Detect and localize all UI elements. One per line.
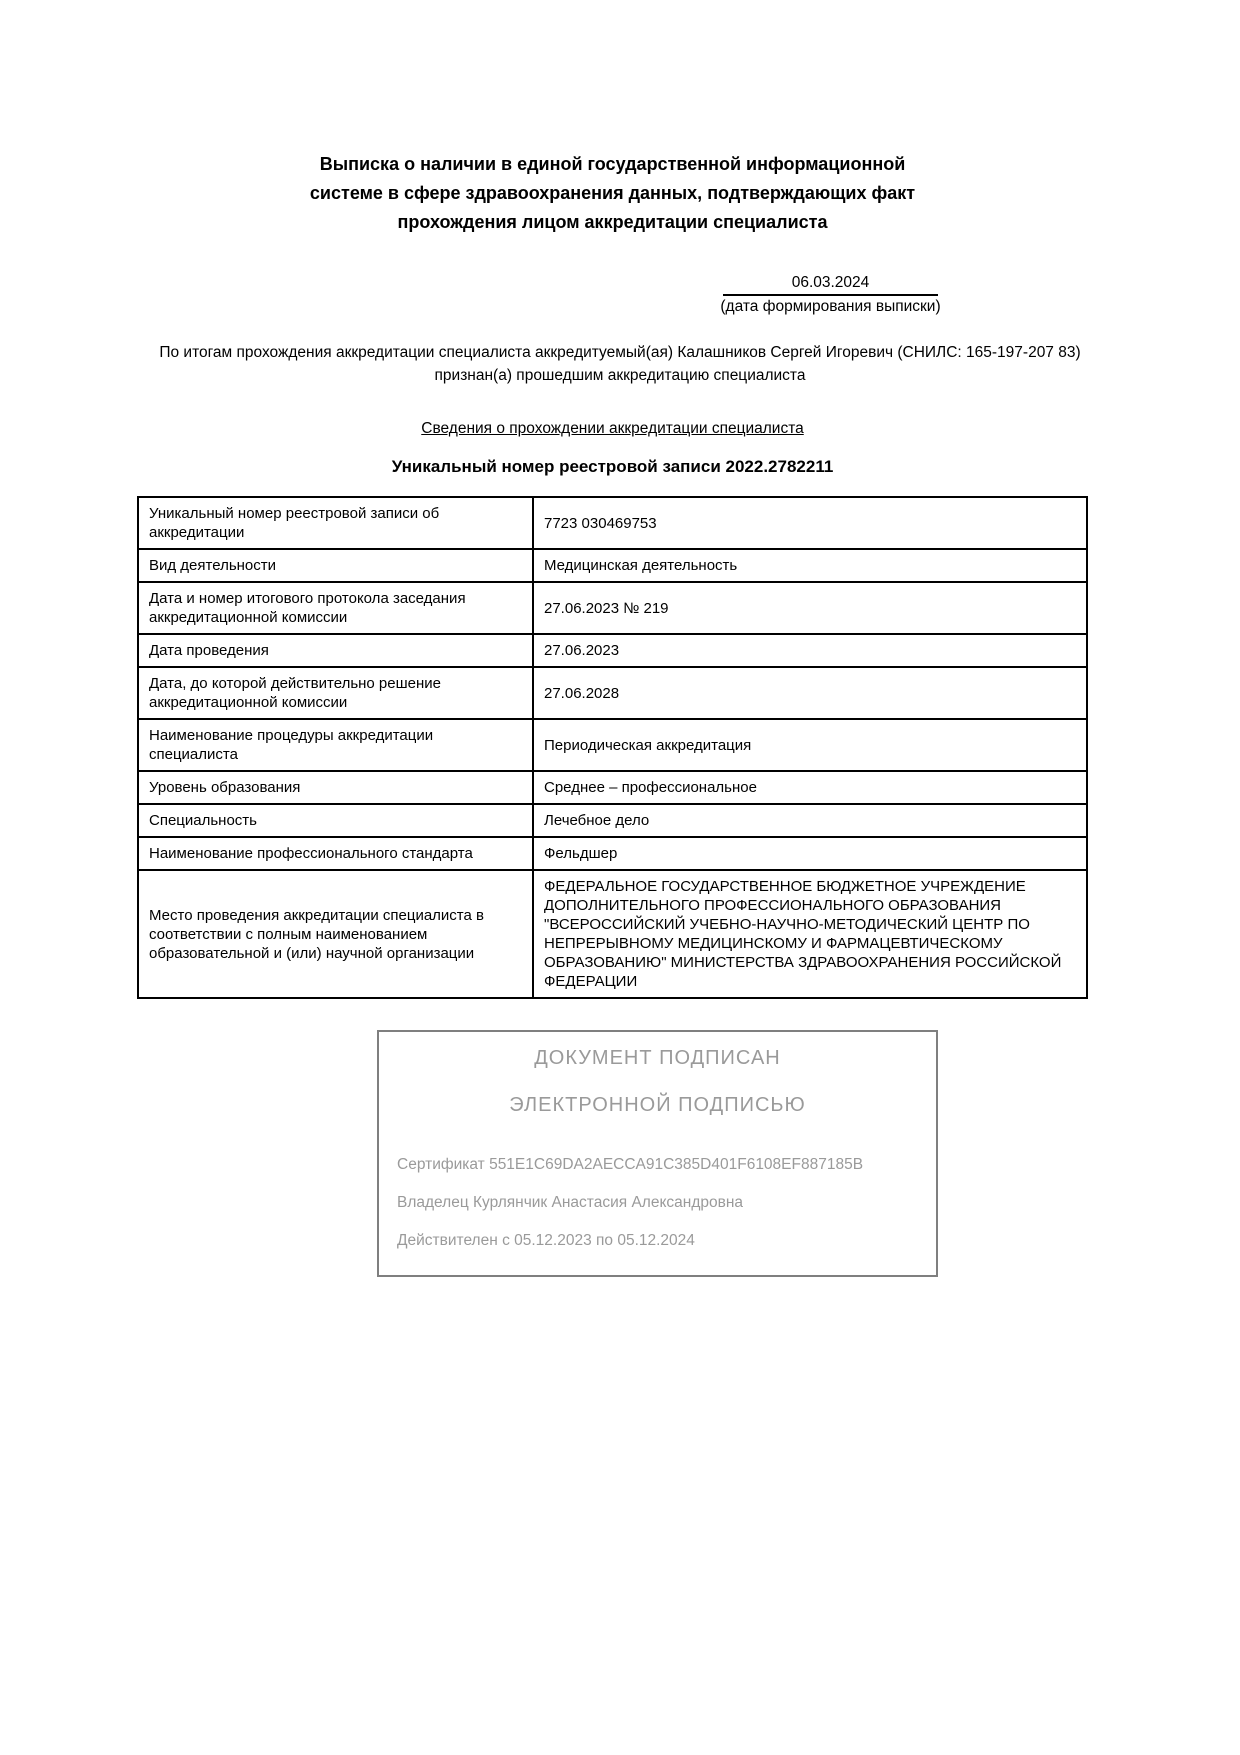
- table-label-cell: Наименование профессионального стандарта: [138, 837, 533, 870]
- document-title-line-2: системе в сфере здравоохранения данных, подтверждающих факт: [309, 183, 916, 203]
- table-value-cell: 7723 030469753: [533, 497, 1087, 549]
- signature-owner: Владелец Курлянчик Анастасия Александровна: [397, 1194, 744, 1211]
- document-title: [137, 150, 1088, 237]
- signature-header-line-1: ДОКУМЕНТ ПОДПИСАН: [534, 1047, 781, 1069]
- table-value-cell: Периодическая аккредитация: [533, 719, 1087, 771]
- table-value-cell: 27.06.2023: [533, 634, 1087, 667]
- extract-date-block: [713, 274, 948, 316]
- document-title-line-3: прохождения лицом аккредитации специалиста: [397, 212, 828, 232]
- table-label-cell: Место проведения аккредитации специалиста в соответствии с полным наименованием образовательной и (или) научной организации: [138, 870, 533, 998]
- table-value-cell: 27.06.2028: [533, 667, 1087, 719]
- extract-date: 06.03.2024: [723, 274, 938, 296]
- table-label-cell: Специальность: [138, 804, 533, 837]
- table-row: [138, 634, 1087, 667]
- intro-line-1: По итогам прохождения аккредитации специалиста аккредитуемый(ая) Калашников Сергей Игоревич (СНИЛС: 165-197-207 83): [159, 344, 1081, 361]
- signature-details: [379, 1117, 936, 1251]
- table-label-cell: Уникальный номер реестровой записи об аккредитации: [138, 497, 533, 549]
- signature-header: [379, 1032, 936, 1117]
- table-row: [138, 582, 1087, 634]
- signature-validity: Действителен с 05.12.2023 по 05.12.2024: [397, 1232, 695, 1249]
- table-row: [138, 667, 1087, 719]
- accreditation-table: [137, 496, 1088, 999]
- electronic-signature-stamp: [377, 1030, 938, 1277]
- signature-certificate: Сертификат 551E1C69DA2AECCA91C385D401F6108EF887185B: [397, 1156, 864, 1173]
- table-value-cell: Фельдшер: [533, 837, 1087, 870]
- table-value-cell: Медицинская деятельность: [533, 549, 1087, 582]
- extract-date-caption: (дата формирования выписки): [720, 298, 941, 315]
- table-value-cell: 27.06.2023 № 219: [533, 582, 1087, 634]
- table-row: [138, 837, 1087, 870]
- section-heading: Сведения о прохождении аккредитации специалиста: [421, 420, 804, 437]
- table-row: [138, 870, 1087, 998]
- table-label-cell: Наименование процедуры аккредитации специалиста: [138, 719, 533, 771]
- table-value-cell: ФЕДЕРАЛЬНОЕ ГОСУДАРСТВЕННОЕ БЮДЖЕТНОЕ УЧРЕЖДЕНИЕ ДОПОЛНИТЕЛЬНОГО ПРОФЕССИОНАЛЬНОГО ОБРАЗОВАНИЯ "ВСЕРОССИЙСКИЙ УЧЕБНО-НАУЧНО-МЕТОДИЧЕСКИЙ ЦЕНТР ПО НЕПРЕРЫВНОМУ МЕДИЦИНСКОМУ И ФАРМАЦЕВТИЧЕСКОМУ ОБРАЗОВАНИЮ" МИНИСТЕРСТВА ЗДРАВООХРАНЕНИЯ РОССИЙСКОЙ ФЕДЕРАЦИИ: [533, 870, 1087, 998]
- signature-header-line-2: ЭЛЕКТРОННОЙ ПОДПИСЬЮ: [509, 1094, 806, 1116]
- table-row: [138, 497, 1087, 549]
- table-label-cell: Уровень образования: [138, 771, 533, 804]
- table-row: [138, 771, 1087, 804]
- table-value-cell: Среднее – профессиональное: [533, 771, 1087, 804]
- table-label-cell: Дата, до которой действительно решение аккредитационной комиссии: [138, 667, 533, 719]
- table-label-cell: Вид деятельности: [138, 549, 533, 582]
- table-label-cell: Дата и номер итогового протокола заседания аккредитационной комиссии: [138, 582, 533, 634]
- table-label-cell: Дата проведения: [138, 634, 533, 667]
- table-row: [138, 719, 1087, 771]
- intro-paragraph: [0, 341, 1240, 387]
- intro-line-2: признан(а) прошедшим аккредитацию специалиста: [434, 367, 806, 384]
- document-title-line-1: Выписка о наличии в единой государственной информационной: [319, 154, 906, 174]
- accreditation-details-table: [137, 496, 1088, 999]
- table-value-cell: Лечебное дело: [533, 804, 1087, 837]
- table-row: [138, 804, 1087, 837]
- table-row: [138, 549, 1087, 582]
- record-number-heading: Уникальный номер реестровой записи 2022.2782211: [391, 457, 834, 476]
